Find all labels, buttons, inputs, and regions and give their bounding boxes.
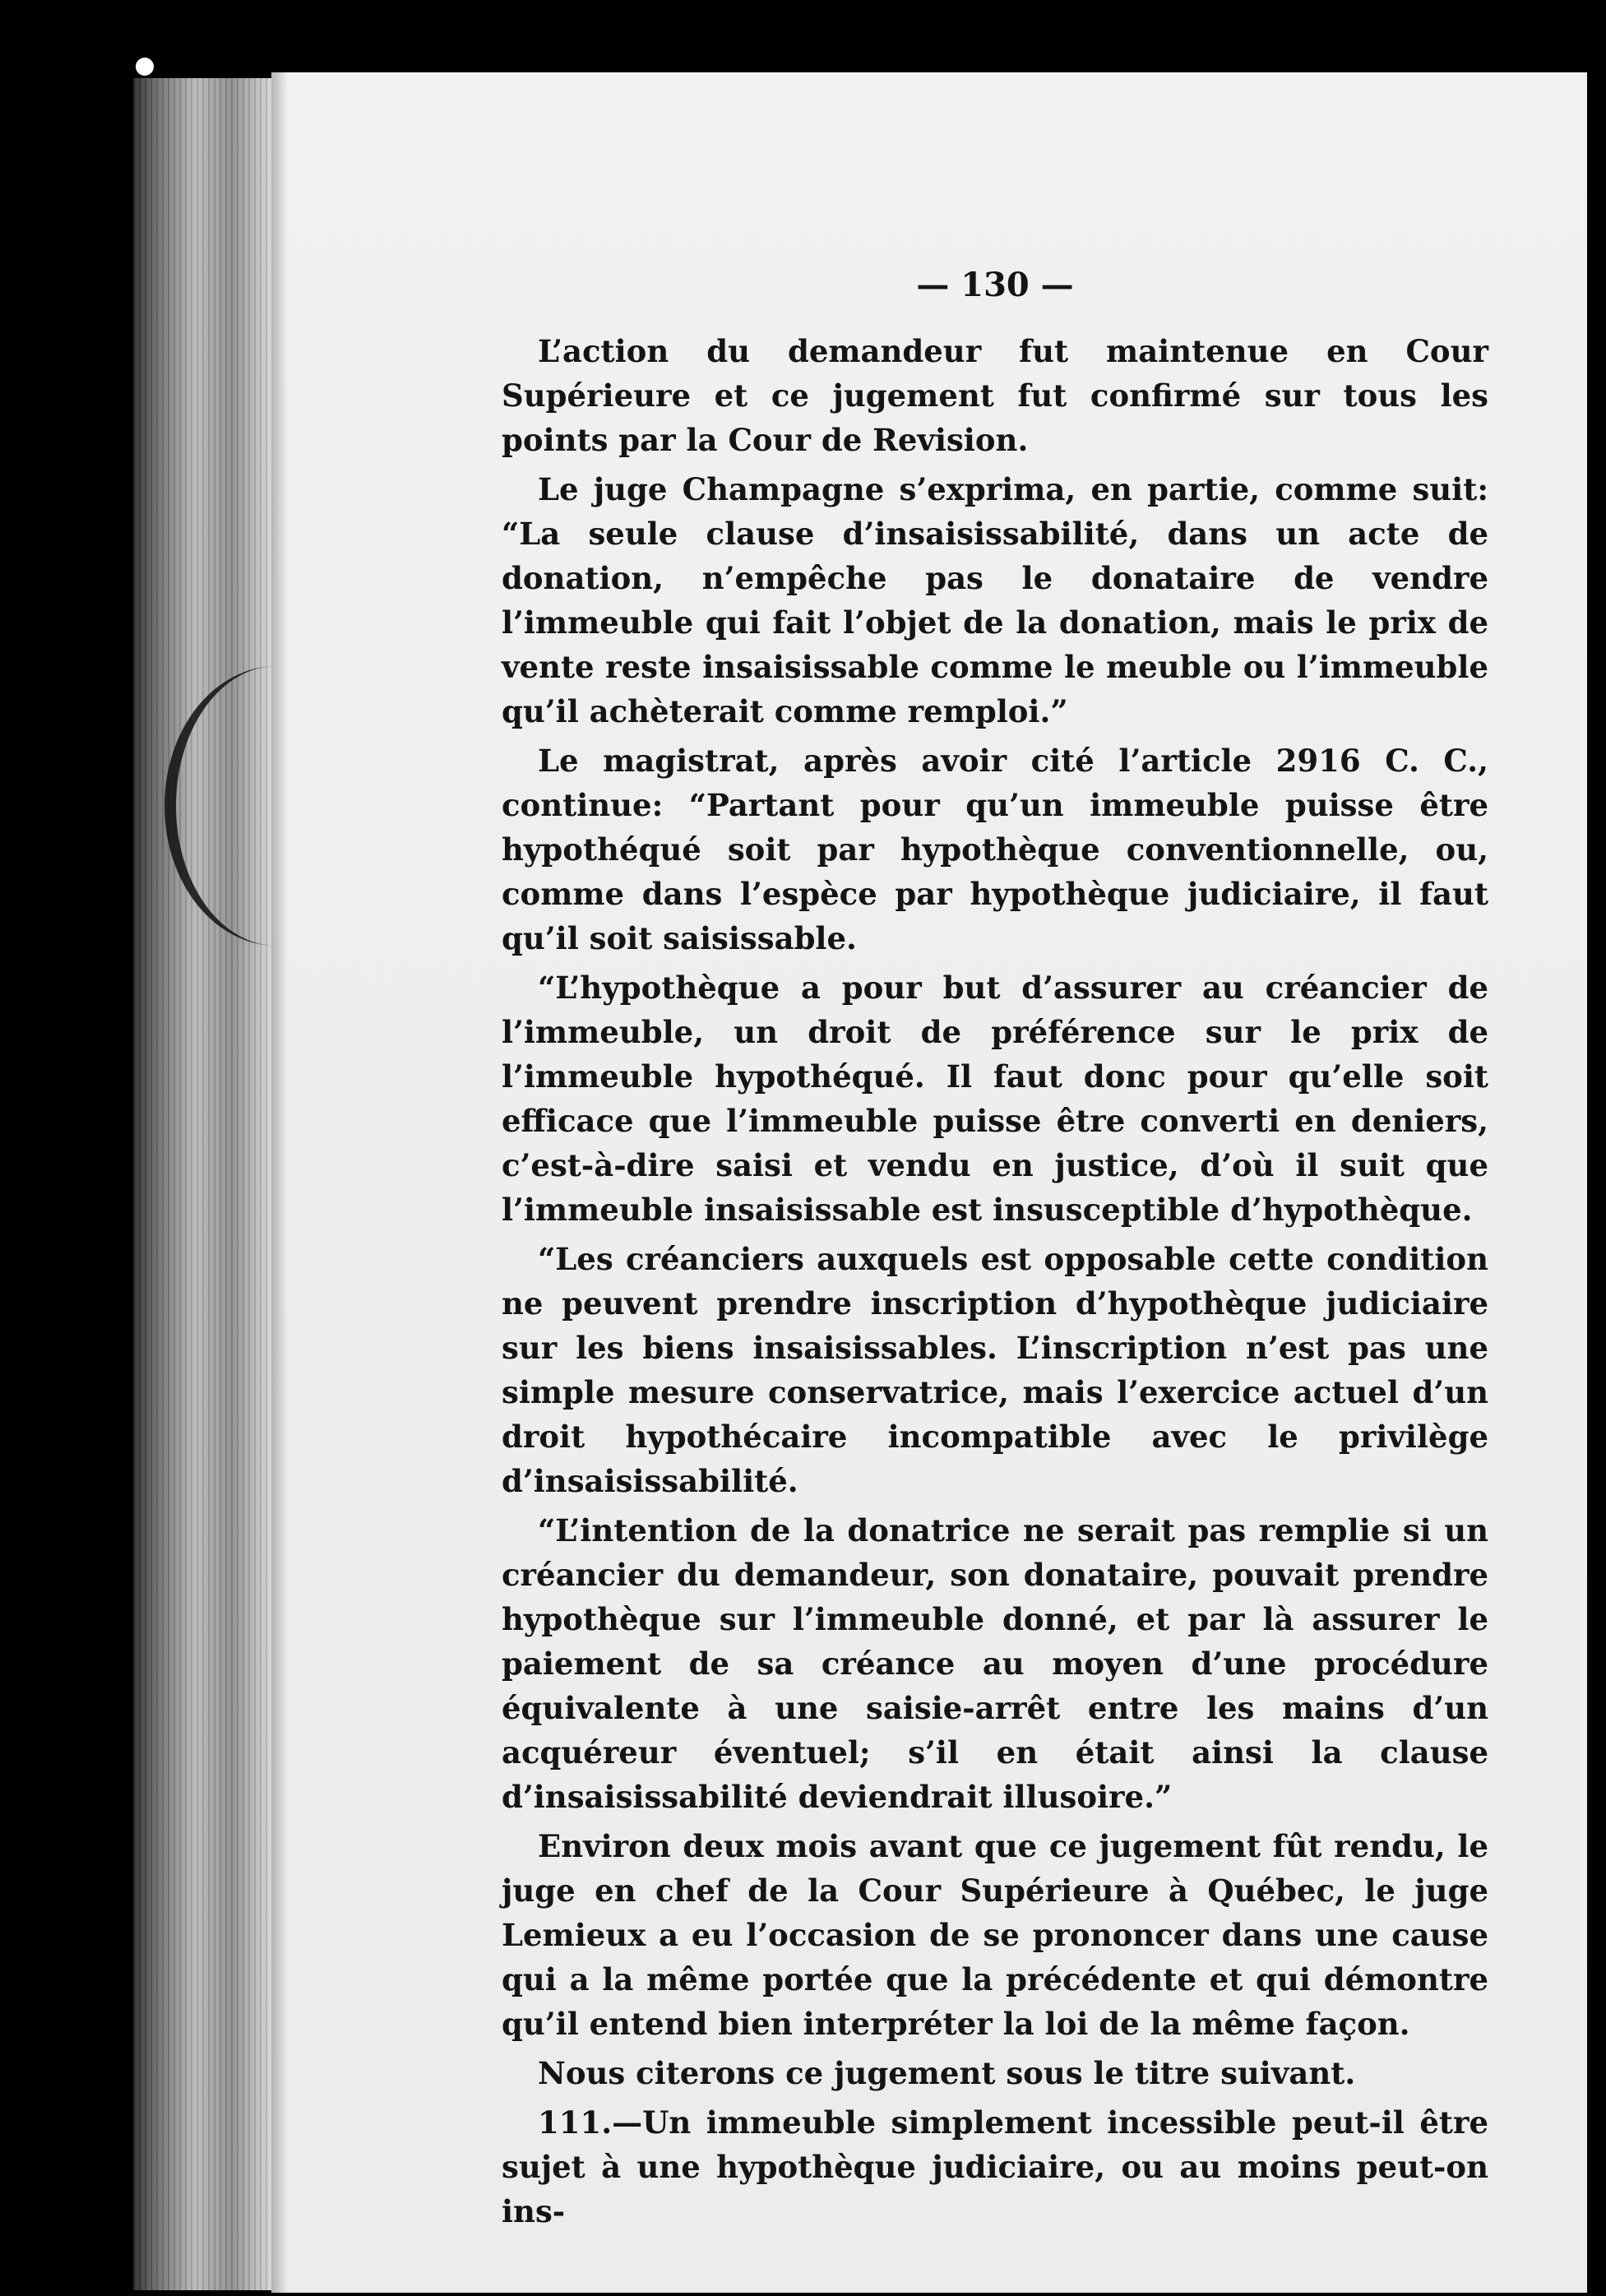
page-gutter-shadow [271, 72, 288, 2293]
paragraph-5: “Les créanciers auxquels est opposable cette condition ne peuvent prendre inscription d’hypothèque judiciaire sur les biens insaisissables. L’inscription n’est pas une simple mesure conservatrice, mais l’exercice actuel d’un droit hypothécaire incompatible avec le privilège d’insaisissabilité. [502, 1241, 1488, 1499]
paragraph-7: Environ deux mois avant que ce jugement fût rendu, le juge en chef de la Cour Supérieure à Québec, le juge Lemieux a eu l’occasion de se prononcer dans une cause qui a la même portée que la précédente et qui démontre qu’il entend bien interpréter la loi de la même façon. [502, 1828, 1488, 2042]
page-number: — 130 — [916, 266, 1074, 304]
paragraph-3: Le magistrat, après avoir cité l’article 2916 C. C., continue: “Partant pour qu’un immeuble puisse être hypothéqué soit par hypothèque conventionnelle, ou, comme dans l’espèce par hypothèque judiciaire, il faut qu’il soit saisissable. [502, 743, 1488, 956]
page-text-block [502, 263, 1488, 2238]
paragraph-8: Nous citerons ce jugement sous le titre suivant. [538, 2055, 1356, 2091]
spine-texture [133, 78, 273, 2290]
section-paragraph [502, 2100, 1488, 2234]
scanner-dot [136, 58, 154, 76]
paragraph-6: “L’intention de la donatrice ne serait pas remplie si un créancier du demandeur, son donataire, pouvait prendre hypothèque sur l’immeuble donné, et par là assurer le paiement de sa créance au moyen d’une procédure équivalente à une saisie-arrêt entre les mains d’un acquéreur éventuel; s’il en était ainsi la clause d’insaisissabilité deviendrait illusoire.” [502, 1512, 1488, 1815]
book-spine [133, 78, 273, 2290]
section-text: —Un immeuble simplement incessible peut-il être sujet à une hypothèque judiciaire, ou au moins peut-on ins- [502, 2104, 1488, 2229]
paragraph-1: L’action du demandeur fut maintenue en Cour Supérieure et ce jugement fut confirmé sur tous les points par la Cour de Revision. [502, 333, 1488, 458]
paragraph-4: “L’hypothèque a pour but d’assurer au créancier de l’immeuble, un droit de préférence sur le prix de l’immeuble hypothéqué. Il faut donc pour qu’elle soit efficace que l’immeuble puisse être converti en deniers, c’est-à-dire saisi et vendu en justice, d’où il suit que l’immeuble insaisissable est insusceptible d’hypothèque. [502, 970, 1488, 1228]
paragraph-2: Le juge Champagne s’exprima, en partie, comme suit: “La seule clause d’insaisissabilité, dans un acte de donation, n’empêche pas le donataire de vendre l’immeuble qui fait l’objet de la donation, mais le prix de vente reste insaisissable comme le meuble ou l’immeuble qu’il achèterait comme remploi.” [502, 471, 1488, 729]
section-number: 111. [538, 2104, 613, 2141]
